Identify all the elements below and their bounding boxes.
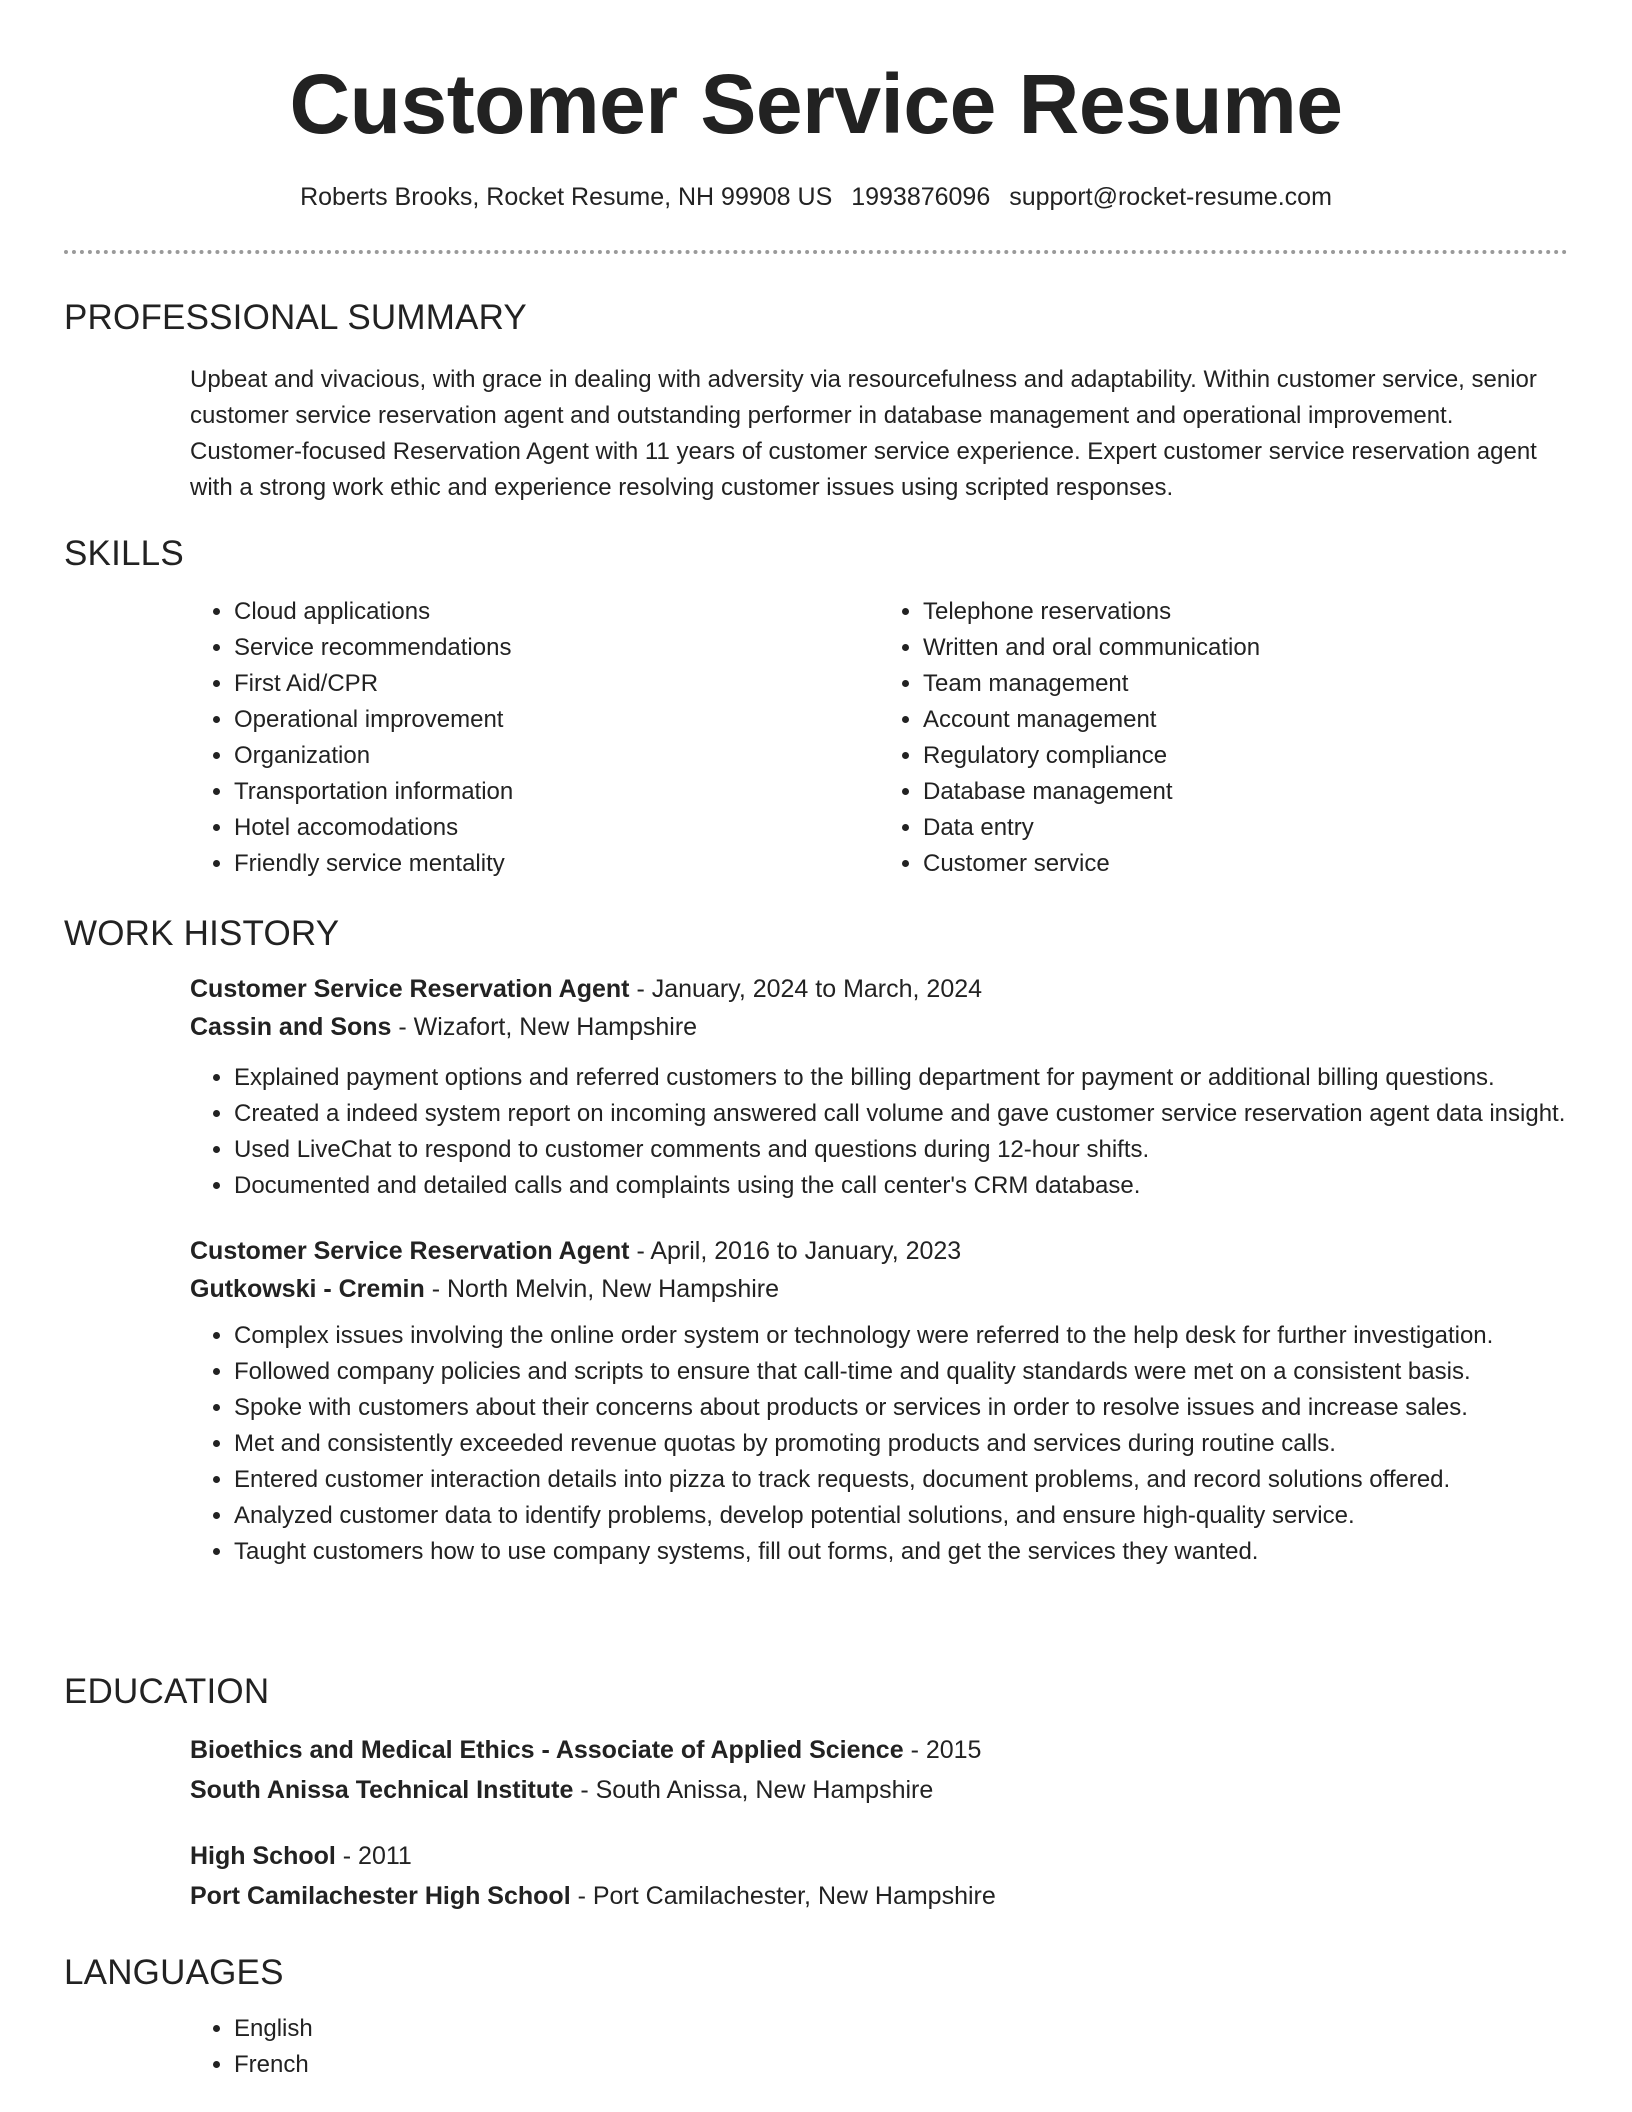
job-bullet: • Met and consistently exceeded revenue quotas by promoting products and services during routine calls. (234, 1426, 1568, 1462)
education-year: - 2015 (903, 1736, 982, 1764)
skills-list-right (879, 594, 1568, 882)
languages-section (64, 1953, 1568, 2083)
job-bullet: • Spoke with customers about their concerns about products or services in order to resolve issues and increase sales. (234, 1390, 1568, 1426)
skill-item: • Transportation information (234, 774, 879, 810)
job-bullet: • Taught customers how to use company systems, fill out forms, and get the services they wanted. (234, 1534, 1568, 1570)
skill-item: • Hotel accomodations (234, 810, 879, 846)
job-title-line (190, 1232, 1568, 1270)
education-entries (190, 1730, 1568, 1916)
job-entry (190, 970, 1568, 1204)
languages-body (190, 2011, 1568, 2083)
skills-section (64, 534, 1568, 882)
education-section (64, 1672, 1568, 1916)
job-title-line (190, 970, 1568, 1008)
contact-line (64, 183, 1568, 212)
job-dates: - January, 2024 to March, 2024 (629, 975, 983, 1003)
work-section (64, 914, 1568, 1598)
summary-section (64, 298, 1568, 506)
skill-item: • Operational improvement (234, 702, 879, 738)
contact-email: support@rocket-resume.com (1009, 183, 1332, 211)
education-degree: High School (190, 1842, 336, 1870)
skill-item: • Database management (923, 774, 1568, 810)
skill-item: • Organization (234, 738, 879, 774)
skill-item: • First Aid/CPR (234, 666, 879, 702)
job-bullet: • Analyzed customer data to identify problems, develop potential solutions, and ensure high-quality service. (234, 1498, 1568, 1534)
skill-item: • Friendly service mentality (234, 846, 879, 882)
education-year: - 2011 (335, 1842, 412, 1870)
job-company: Cassin and Sons (190, 1013, 392, 1041)
job-company-line (190, 1270, 1568, 1308)
skill-item: • Telephone reservations (923, 594, 1568, 630)
languages-heading: LANGUAGES (64, 1953, 284, 1992)
education-entry (190, 1730, 1568, 1810)
education-school: South Anissa Technical Institute (190, 1776, 574, 1804)
skills-list-left (190, 594, 879, 882)
education-school-line (190, 1876, 1568, 1916)
job-entry (190, 1232, 1568, 1570)
education-school-line (190, 1770, 1568, 1810)
job-company-line (190, 1008, 1568, 1046)
job-bullet: • Explained payment options and referred customers to the billing department for payment or additional billing questions. (234, 1060, 1568, 1096)
job-bullets (190, 1318, 1568, 1570)
skill-item: • Written and oral communication (923, 630, 1568, 666)
job-bullet: • Entered customer interaction details into pizza to track requests, document problems, and record solutions offered. (234, 1462, 1568, 1498)
education-degree: Bioethics and Medical Ethics - Associate of Applied Science (190, 1736, 904, 1764)
language-item: • English (234, 2011, 1568, 2047)
job-bullet: • Created a indeed system report on incoming answered call volume and gave customer service reservation agent data insight. (234, 1096, 1568, 1132)
education-entry (190, 1836, 1568, 1916)
education-degree-line (190, 1730, 1568, 1770)
job-dates: - April, 2016 to January, 2023 (629, 1237, 962, 1265)
skill-item: • Customer service (923, 846, 1568, 882)
education-location: - Port Camilachester, New Hampshire (570, 1882, 996, 1910)
header-divider (64, 250, 1568, 254)
resume-title: Customer Service Resume (289, 57, 1343, 151)
job-location: - North Melvin, New Hampshire (424, 1275, 780, 1303)
summary-heading: PROFESSIONAL SUMMARY (64, 298, 527, 337)
skill-item: • Cloud applications (234, 594, 879, 630)
education-school: Port Camilachester High School (190, 1882, 571, 1910)
skill-item: • Regulatory compliance (923, 738, 1568, 774)
job-bullet: • Complex issues involving the online order system or technology were referred to the help desk for further investigation. (234, 1318, 1568, 1354)
job-bullet: • Followed company policies and scripts to ensure that call-time and quality standards were met on a consistent basis. (234, 1354, 1568, 1390)
job-title: Customer Service Reservation Agent (190, 1237, 630, 1265)
education-degree-line (190, 1836, 1568, 1876)
job-bullet: • Documented and detailed calls and complaints using the call center's CRM database. (234, 1168, 1568, 1204)
education-location: - South Anissa, New Hampshire (573, 1776, 934, 1804)
job-bullet: • Used LiveChat to respond to customer comments and questions during 12-hour shifts. (234, 1132, 1568, 1168)
job-location: - Wizafort, New Hampshire (391, 1013, 698, 1041)
work-heading: WORK HISTORY (64, 914, 340, 953)
summary-text: Upbeat and vivacious, with grace in dealing with adversity via resourcefulness and adaptability. Within customer service, senior customer service reservation agent and outstanding performer in database management and operational improvement. Customer-focused Reservation Agent with 11 years of customer service experience. Expert customer service reservation agent with a strong work ethic and experience resolving customer issues using scripted responses. (190, 366, 1537, 501)
skill-item: • Data entry (923, 810, 1568, 846)
skills-heading: SKILLS (64, 534, 184, 573)
language-item: • French (234, 2047, 1568, 2083)
languages-list (190, 2011, 1568, 2083)
work-entries (190, 970, 1568, 1570)
skill-item: • Account management (923, 702, 1568, 738)
job-title: Customer Service Reservation Agent (190, 975, 630, 1003)
education-heading: EDUCATION (64, 1672, 270, 1711)
job-bullets (190, 1060, 1568, 1204)
job-company: Gutkowski - Cremin (190, 1275, 425, 1303)
skills-columns (190, 594, 1568, 882)
skill-item: • Service recommendations (234, 630, 879, 666)
skill-item: • Team management (923, 666, 1568, 702)
contact-phone: 1993876096 (851, 183, 991, 211)
contact-address: Roberts Brooks, Rocket Resume, NH 99908 US (300, 183, 833, 211)
